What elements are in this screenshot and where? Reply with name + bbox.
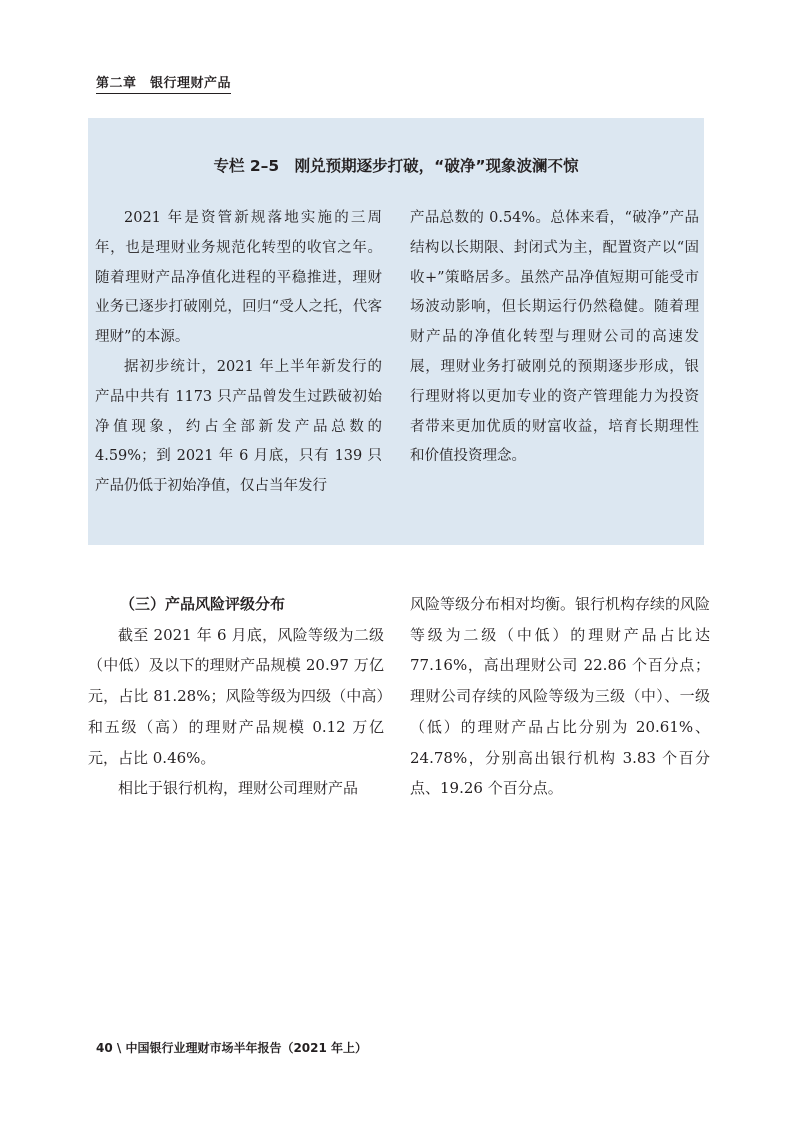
section-paragraph: 风险等级分布相对均衡。银行机构存续的风险等级为二级（中低）的理财产品占比达 77.16%，高出理财公司 22.86 个百分点；理财公司存续的风险等级为三级（中）、一级（低）的理财产品占比分别为 20.61%、24.78%，分别高出银行机构 3.83 个百分点、19.26 个百分点。 — [410, 595, 711, 798]
box-paragraph: 2021 年是资管新规落地实施的三周年，也是理财业务规范化转型的收官之年。随着理财产品净值化进程的平稳推进，理财业务已逐步打破刚兑，回归“受人之托，代客理财”的本源。 — [95, 210, 382, 346]
section-heading: （三）产品风险评级分布 — [120, 595, 286, 613]
section-paragraph: 相比于银行机构，理财公司理财产品 — [118, 779, 359, 798]
section-paragraph: 截至 2021 年 6 月底，风险等级为二级（中低）及以下的理财产品规模 20.97 万亿元，占比 81.28%；风险等级为四级（中高）和五级（高）的理财产品规模 0.12 万亿元，占比 0.46%。 — [88, 625, 384, 767]
box-title: 专栏 2–5 刚兑预期逐步打破，“破净”现象波澜不惊 — [213, 157, 579, 175]
section-right-column — [410, 589, 710, 804]
chapter-header: 第二章 银行理财产品 — [96, 72, 231, 94]
page-footer: 40 \ 中国银行业理财市场半年报告（2021 年上） — [96, 1041, 368, 1055]
box-paragraph: 产品总数的 0.54%。总体来看，“破净”产品结构以长期限、封闭式为主，配置资产以“固收+”策略居多。虽然产品净值短期可能受市场波动影响，但长期运行仍然稳健。随着理财产品的净值化转型与理财公司的高速发展，理财业务打破刚兑的预期逐步形成，银行理财将以更加专业的资产管理能力为投资者带来更加优质的财富收益，培育长期理性和价值投资理念。 — [410, 210, 699, 465]
sidebar-box — [88, 118, 704, 545]
box-left-column — [95, 204, 382, 502]
box-right-column — [410, 204, 699, 472]
box-paragraph: 据初步统计，2021 年上半年新发行的产品中共有 1173 只产品曾发生过跌破初始净值现象，约占全部新发产品总数的 4.59%；到 2021 年 6 月底，只有 139 只产品仍低于初始净值，仅占当年发行 — [95, 358, 382, 495]
section-left-column — [88, 589, 384, 804]
